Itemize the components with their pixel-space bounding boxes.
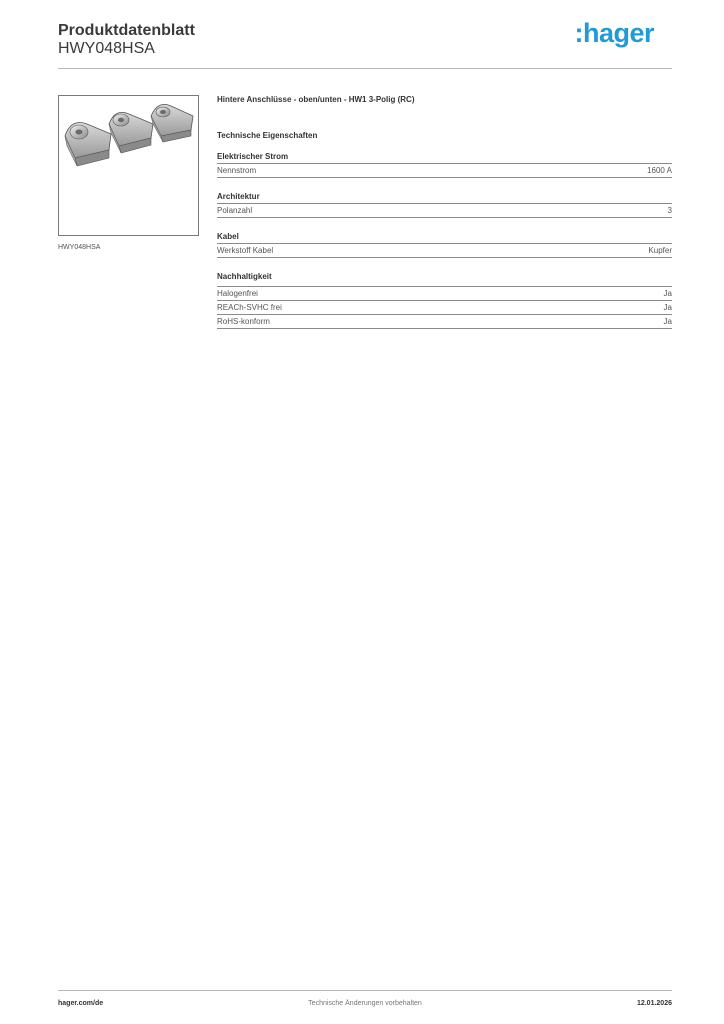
spec-row-pole-count — [217, 204, 672, 218]
spec-value: Ja — [663, 289, 672, 298]
spec-row-halogen-free — [217, 286, 672, 301]
spec-group-title: Elektrischer Strom — [217, 151, 672, 164]
footer-website-link[interactable]: hager.com/de — [58, 1000, 104, 1007]
product-image — [58, 95, 199, 236]
spec-value: Kupfer — [648, 246, 672, 255]
footer-date: 12.01.2026 — [636, 1000, 672, 1007]
hager-logo: :hager — [574, 18, 654, 48]
footer-divider — [58, 990, 672, 991]
page-footer — [58, 998, 672, 1010]
document-title: Produktdatenblatt — [58, 22, 195, 39]
spec-group-architecture — [217, 191, 672, 218]
terminal-connectors-illustration — [59, 96, 198, 235]
page-header — [58, 20, 672, 68]
spec-row-rated-current — [217, 164, 672, 178]
spec-group-title: Architektur — [217, 191, 672, 204]
spec-group-cable — [217, 231, 672, 258]
technical-properties-heading: Technische Eigenschaften — [217, 131, 318, 140]
spec-group-electrical-current — [217, 151, 672, 178]
spec-value: 1600 A — [647, 166, 672, 175]
connector-left — [65, 123, 111, 167]
image-caption: HWY048HSA — [58, 244, 101, 251]
product-code-title: HWY048HSA — [58, 40, 155, 57]
spec-value: Ja — [663, 317, 672, 326]
connector-middle — [109, 112, 153, 153]
spec-label: Polanzahl — [217, 206, 253, 215]
spec-label: Nennstrom — [217, 166, 257, 175]
connector-right — [151, 104, 193, 142]
spec-row-rohs-compliant — [217, 315, 672, 329]
spec-label: Werkstoff Kabel — [217, 246, 274, 255]
spec-label: REACh-SVHC frei — [217, 303, 282, 312]
spec-value: Ja — [663, 303, 672, 312]
spec-row-reach-svhc-free — [217, 301, 672, 315]
spec-label: RoHS-konform — [217, 317, 270, 326]
header-divider — [58, 68, 672, 69]
spec-label: Halogenfrei — [217, 289, 258, 298]
spec-group-sustainability — [217, 271, 672, 329]
specifications-panel — [217, 94, 672, 329]
spec-group-title: Kabel — [217, 231, 672, 244]
product-description: Hintere Anschlüsse - oben/unten - HW1 3-Polig (RC) — [217, 95, 415, 104]
spec-row-cable-material — [217, 244, 672, 258]
spec-value: 3 — [667, 206, 672, 215]
spec-group-title: Nachhaltigkeit — [217, 272, 272, 281]
footer-disclaimer: Technische Änderungen vorbehalten — [308, 1000, 422, 1007]
